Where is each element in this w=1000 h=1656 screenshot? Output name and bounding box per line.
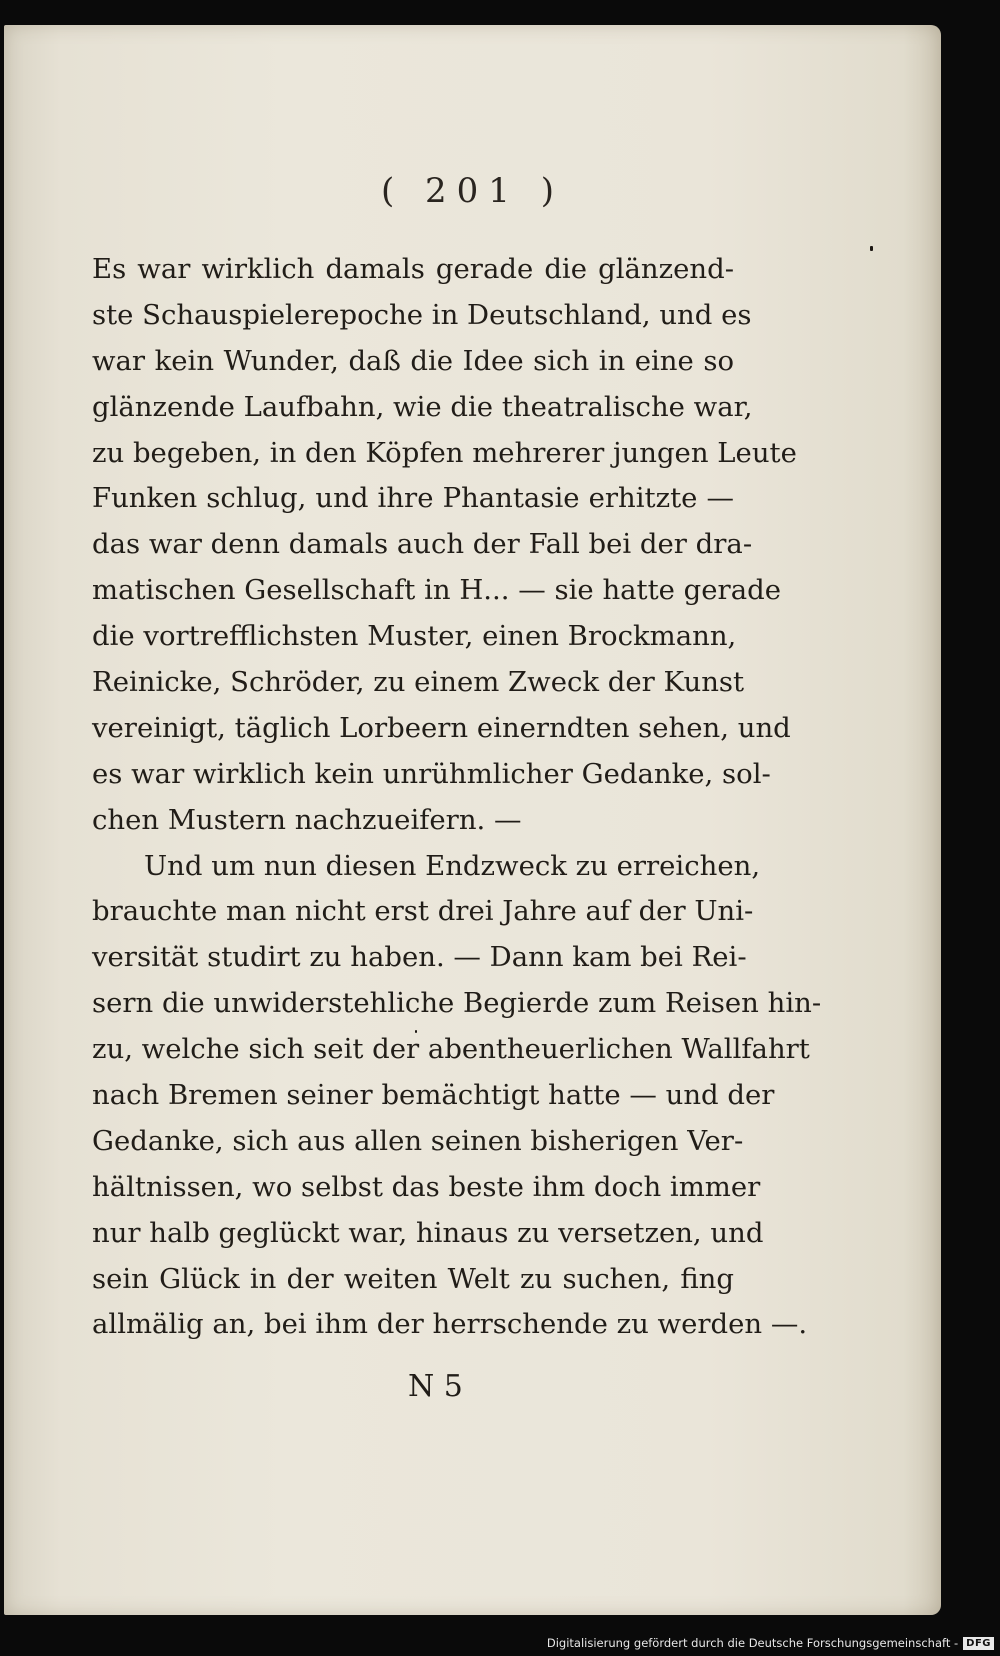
text-line: Funken schlug, und ihre Phantasie erhitzte — <box>92 482 734 515</box>
text-line: vereinigt, täglich Lorbeern einerndten sehen, und <box>92 711 791 744</box>
text-line: ste Schauspielerepoche in Deutschland, und es <box>92 298 752 331</box>
text-line: chen Mustern nachzueifern. — <box>92 803 522 836</box>
text-line: Gedanke, sich aus allen seinen bisherigen Ver- <box>92 1124 744 1157</box>
text-line: das war denn damals auch der Fall bei der dra- <box>92 528 753 561</box>
paper-speck <box>415 1030 417 1033</box>
digitization-credit <box>547 1633 994 1653</box>
book-page <box>4 25 941 1615</box>
text-line: die vortrefflichsten Muster, einen Brockmann, <box>92 620 737 653</box>
text-line: glänzende Laufbahn, wie die theatralische war, <box>92 390 753 423</box>
text-line: allmälig an, bei ihm der herrschende zu werden —. <box>92 1308 808 1341</box>
text-line: nur halb geglückt war, hinaus zu versetzen, und <box>92 1216 764 1249</box>
text-line: hältnissen, wo selbst das beste ihm doch immer <box>92 1170 761 1203</box>
text-line: versität studirt zu haben. — Dann kam bei Rei- <box>92 941 747 974</box>
catchword: N 5 <box>408 1369 463 1404</box>
page-number: ( 201 ) <box>380 171 565 211</box>
text-line: Es war wirklich damals gerade die glänzend- <box>92 253 734 285</box>
paper-speck <box>870 246 873 251</box>
text-line: Reinicke, Schröder, zu einem Zweck der Kunst <box>92 666 745 699</box>
body-text <box>92 247 822 1348</box>
text-line: sern die unwiderstehliche Begierde zum Reisen hin- <box>92 987 822 1020</box>
text-line: nach Bremen seiner bemächtigt hatte — und der <box>92 1079 775 1112</box>
text-line: war kein Wunder, daß die Idee sich in eine so <box>92 344 734 377</box>
text-line: zu, welche sich seit der abentheuerlichen Wallfahrt <box>92 1033 810 1066</box>
credit-text: Digitalisierung gefördert durch die Deutsche Forschungsgemeinschaft - <box>546 1636 959 1650</box>
text-line: zu begeben, in den Köpfen mehrerer jungen Leute <box>92 436 797 469</box>
text-line: brauchte man nicht erst drei Jahre auf der Uni- <box>92 895 754 928</box>
dfg-logo: DFG <box>963 1637 994 1650</box>
text-line: sein Glück in der weiten Welt zu suchen, fing <box>92 1262 734 1295</box>
text-line: Und um nun diesen Endzweck zu erreichen, <box>144 849 761 882</box>
text-line: matischen Gesellschaft in H... — sie hatte gerade <box>92 574 781 607</box>
text-line: es war wirklich kein unrühmlicher Gedanke, sol- <box>92 757 771 790</box>
